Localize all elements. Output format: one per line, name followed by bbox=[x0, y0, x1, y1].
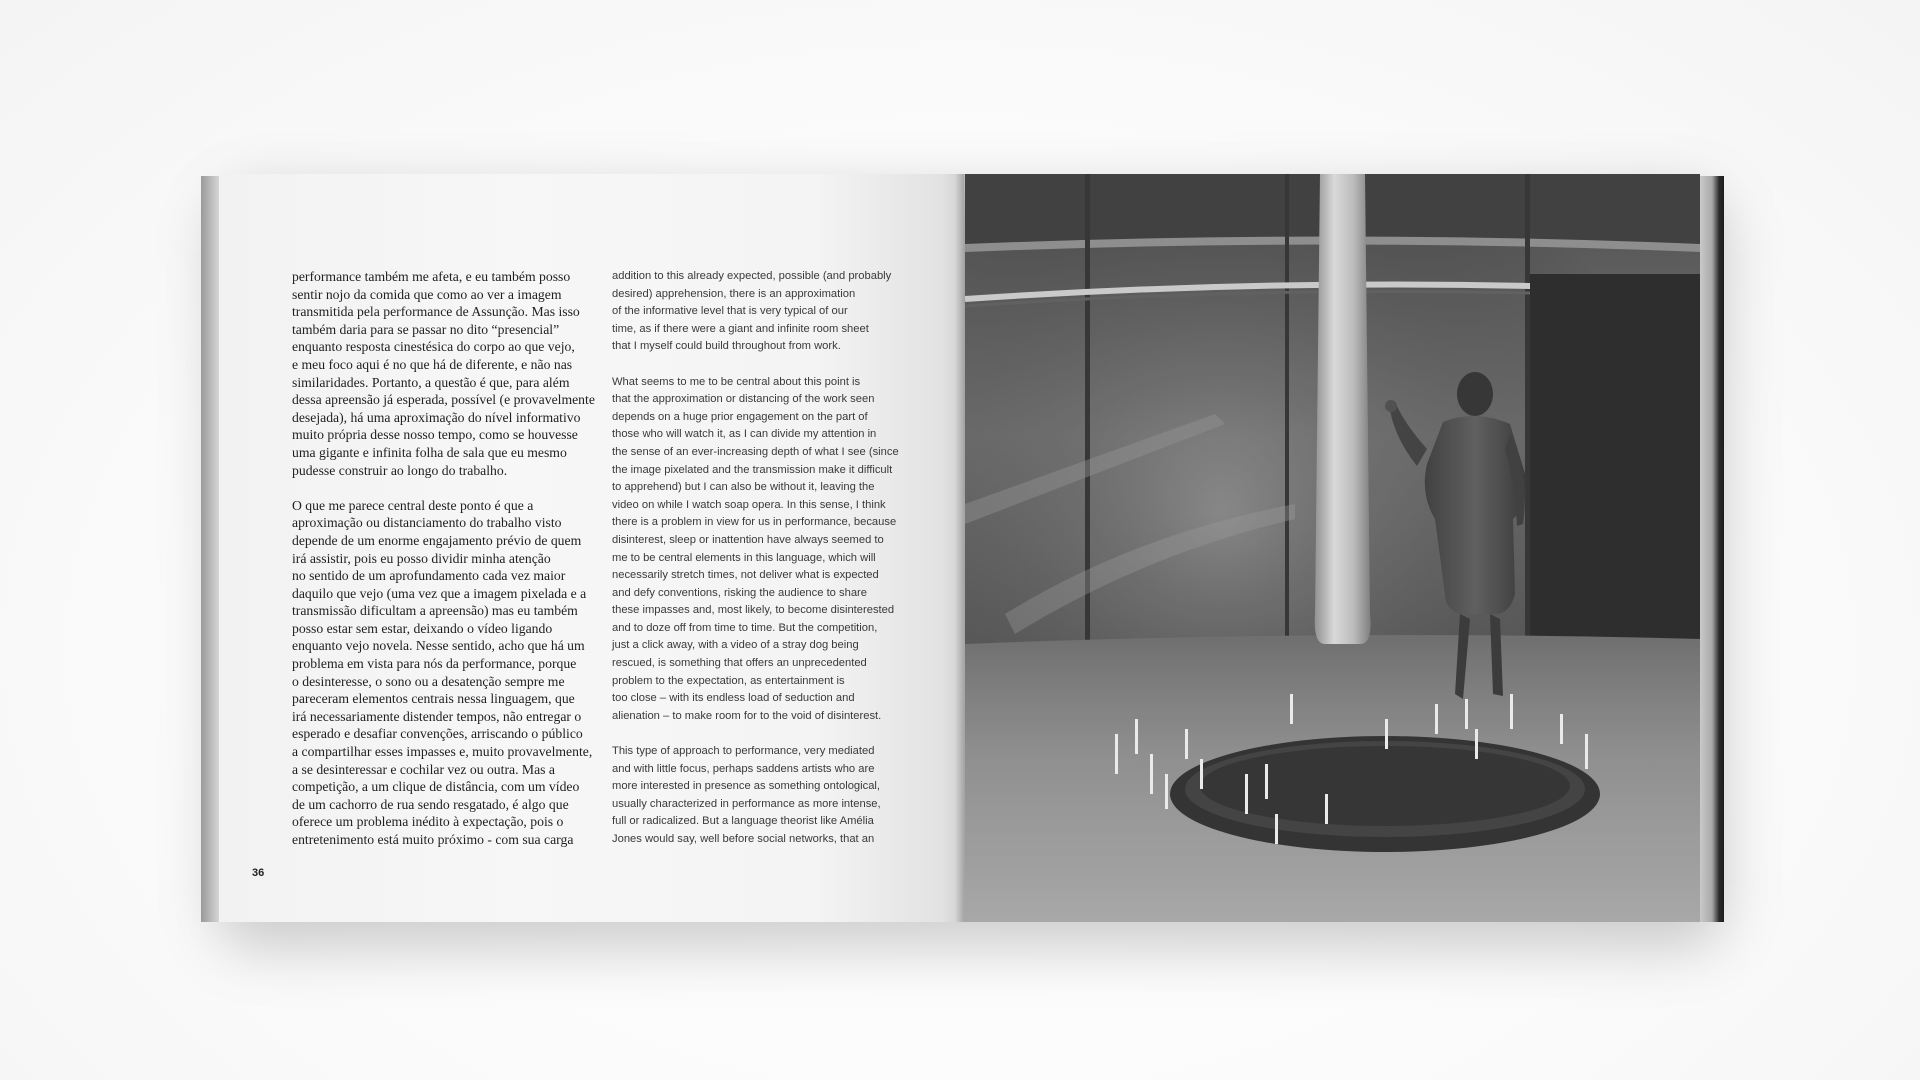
text-line: pudesse construir ao longo do trabalho. bbox=[292, 462, 508, 478]
text-line: and to doze off from time to time. But the competition, bbox=[612, 621, 878, 634]
pt-paragraph-1 bbox=[292, 268, 595, 479]
text-line: What seems to me to be central about this point is bbox=[612, 375, 861, 388]
left-page-stack-edge bbox=[201, 176, 219, 922]
text-line: time, as if there were a giant and infinite room sheet bbox=[612, 322, 869, 335]
text-line: enquanto resposta cinestésica do corpo ao que vejo, bbox=[292, 339, 575, 355]
text-line: problem to the expectation, as entertainment is bbox=[612, 674, 845, 687]
text-line: entretenimento está muito próximo - com sua carga bbox=[292, 832, 574, 847]
text-line: desejada), há uma aproximação do nível informativo bbox=[292, 409, 581, 425]
performance-photo-illustration bbox=[965, 174, 1700, 922]
en-paragraph-3 bbox=[612, 743, 942, 849]
text-line: oferece um problema inédito à expectação, pois o bbox=[292, 814, 564, 830]
text-line: This type of approach to performance, very mediated bbox=[612, 745, 875, 758]
text-line: a compartilhar esses impasses e, muito provavelmente, bbox=[292, 744, 593, 760]
text-line: esperado e desafiar convenções, arriscando o público bbox=[292, 726, 583, 742]
book-gutter-shadow bbox=[955, 174, 965, 922]
text-line: the sense of an ever-increasing depth of what I see (since bbox=[612, 445, 899, 458]
text-line: that I myself could build throughout from work. bbox=[612, 340, 841, 353]
text-line: irá necessariamente distender tempos, não entregar o bbox=[292, 708, 582, 724]
text-line: daquilo que vejo (uma vez que a imagem pixelada e a bbox=[292, 585, 587, 601]
text-line: more interested in presence as something ontological, bbox=[612, 780, 881, 793]
text-line: O que me parece central deste ponto é que a bbox=[292, 497, 534, 513]
text-line: transmitida pela performance de Assunção. Mas isso bbox=[292, 304, 580, 320]
text-line: similaridades. Portanto, a questão é que, para além bbox=[292, 374, 570, 390]
text-line: de um cachorro de rua sendo resgatado, é algo que bbox=[292, 796, 569, 812]
text-line: necessarily stretch times, not deliver what is expected bbox=[612, 569, 879, 582]
text-line: full or radicalized. But a language theorist like Amélia bbox=[612, 815, 874, 828]
text-line: and with little focus, perhaps saddens artists who are bbox=[612, 762, 875, 775]
text-line: uma gigante e infinita folha de sala que eu mesmo bbox=[292, 444, 567, 460]
text-line: a se desinteressar e cochilar vez ou outra. Mas a bbox=[292, 761, 555, 777]
text-line: video on while I watch soap opera. In this sense, I think bbox=[612, 498, 886, 511]
text-line: of the informative level that is very typical of our bbox=[612, 305, 848, 318]
text-line: no sentido de um aprofundamento cada vez maior bbox=[292, 568, 566, 584]
text-line: rescued, is something that offers an unprecedented bbox=[612, 657, 867, 670]
text-line: addition to this already expected, possible (and probably bbox=[612, 270, 892, 282]
text-line: and defy conventions, risking the audience to share bbox=[612, 586, 867, 599]
text-line: alienation – to make room for to the void of disinterest. bbox=[612, 709, 882, 722]
portuguese-text-column bbox=[292, 268, 595, 866]
text-line: disinterest, sleep or inattention have always seemed to bbox=[612, 533, 884, 546]
text-line: just a click away, with a video of a stray dog being bbox=[612, 639, 859, 652]
text-line: those who will watch it, as I can divide my attention in bbox=[612, 428, 877, 441]
page-number: 36 bbox=[252, 867, 265, 879]
text-line: enquanto vejo novela. Nesse sentido, acho que há um bbox=[292, 638, 585, 654]
text-line: depende de um enorme engajamento prévio de quem bbox=[292, 532, 582, 548]
text-line: usually characterized in performance as more intense, bbox=[612, 797, 881, 810]
text-line: me to be central elements in this language, which will bbox=[612, 551, 876, 564]
pt-paragraph-2 bbox=[292, 497, 592, 849]
text-line: também daria para se passar no dito “presencial” bbox=[292, 321, 560, 337]
text-line: pareceram elementos centrais nessa linguagem, que bbox=[292, 691, 575, 707]
text-line: e meu foco aqui é no que há de diferente, e não nas bbox=[292, 356, 573, 372]
text-line: to apprehend) but I can also be without it, leaving the bbox=[612, 481, 875, 494]
right-page-stack-edge bbox=[1700, 176, 1724, 922]
text-line: problema em vista para nós da performance, porque bbox=[292, 656, 577, 672]
text-line: muito própria desse nosso tempo, como se houvesse bbox=[292, 427, 578, 443]
text-line: posso estar sem estar, deixando o vídeo ligando bbox=[292, 620, 553, 636]
text-line: there is a problem in view for us in performance, because bbox=[612, 516, 897, 529]
performance-photo bbox=[965, 174, 1700, 922]
text-line: aproximação ou distanciamento do trabalho visto bbox=[292, 515, 562, 531]
text-line: too close – with its endless load of seduction and bbox=[612, 692, 855, 705]
text-line: that the approximation or distancing of the work seen bbox=[612, 393, 875, 406]
en-paragraph-1 bbox=[612, 268, 942, 356]
text-line: irá assistir, pois eu posso dividir minha atenção bbox=[292, 550, 551, 566]
text-line: dessa apreensão já esperada, possível (e provavelmente bbox=[292, 392, 595, 408]
text-line: sentir nojo da comida que como ao ver a imagem bbox=[292, 286, 562, 302]
text-line: desired) apprehension, there is an approximation bbox=[612, 287, 856, 300]
en-paragraph-2 bbox=[612, 374, 942, 726]
text-line: o desinteresse, o sono ou a desatenção sempre me bbox=[292, 673, 565, 689]
text-line: Jones would say, well before social networks, that an bbox=[612, 833, 875, 845]
text-line: transmissão dificultam a apreensão) mas eu também bbox=[292, 603, 578, 619]
text-line: competição, a um clique de distância, com um vídeo bbox=[292, 779, 580, 795]
english-text-column bbox=[612, 268, 942, 866]
text-line: performance também me afeta, e eu também posso bbox=[292, 269, 571, 284]
text-line: depends on a huge prior engagement on the part of bbox=[612, 410, 868, 423]
text-line: the image pixelated and the transmission make it difficult bbox=[612, 463, 893, 476]
text-line: these impasses and, most likely, to become disinterested bbox=[612, 604, 895, 617]
